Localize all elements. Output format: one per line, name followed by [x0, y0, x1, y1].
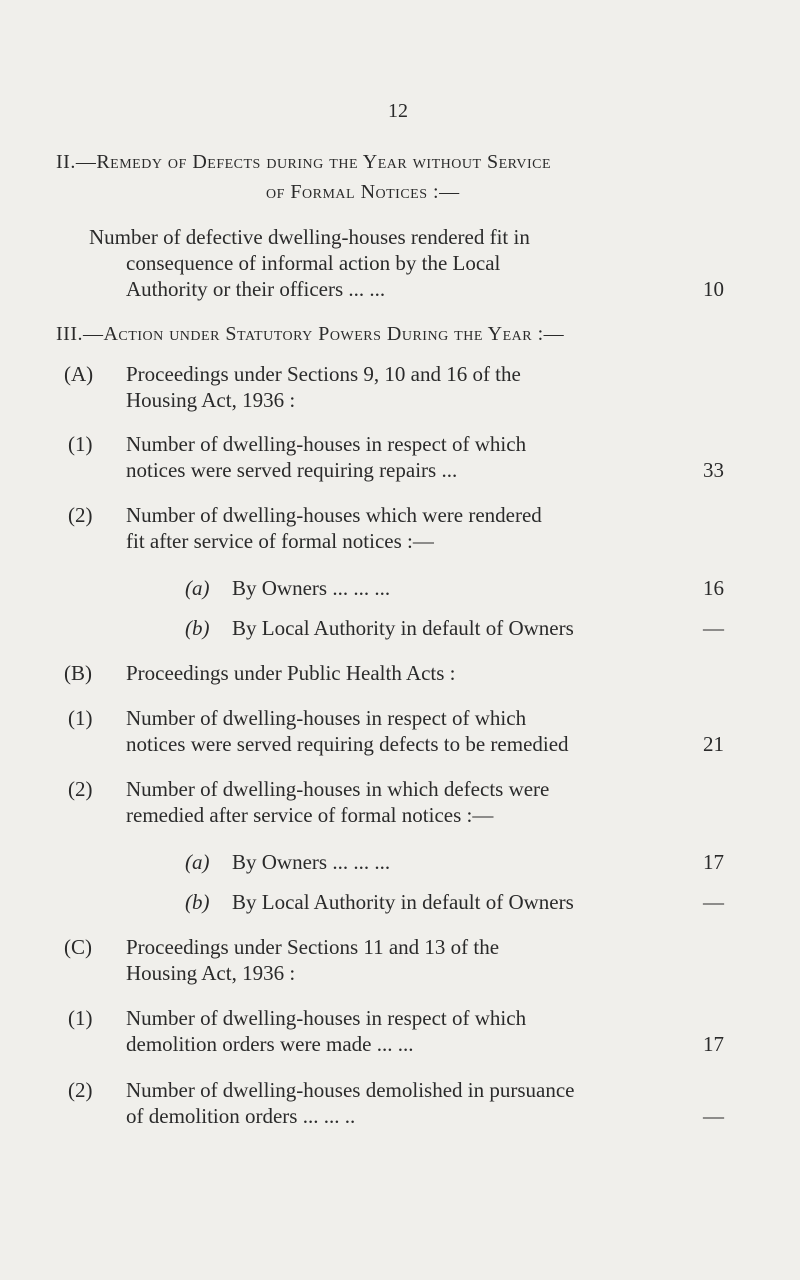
part-a-item2-a-label: (a): [185, 576, 210, 600]
part-b-item2-b-text: By Local Authority in default of Owners: [232, 890, 574, 914]
part-b-item2-line2: remedied after service of formal notices :—: [126, 803, 494, 827]
page-number: 12: [388, 100, 408, 122]
part-c-item1-line2: demolition orders were made ... ...: [126, 1032, 414, 1056]
section-2-heading: II.—Remedy of Defects during the Year without Service: [56, 151, 552, 173]
part-a-line2: Housing Act, 1936 :: [126, 388, 296, 412]
section-2-item-line2: consequence of informal action by the Local: [126, 251, 501, 275]
part-c-item2-value: —: [703, 1104, 724, 1128]
part-c-label: (C): [64, 935, 92, 959]
section-2-item-line1: Number of defective dwelling-houses rendered fit in: [89, 225, 530, 249]
section-2-heading-cont: of Formal Notices :—: [266, 181, 460, 203]
part-a-item2-b-label: (b): [185, 616, 210, 640]
part-b-item2-line1: Number of dwelling-houses in which defects were: [126, 777, 550, 801]
part-c-line1: Proceedings under Sections 11 and 13 of the: [126, 935, 500, 959]
part-c-item2-line2: of demolition orders ... ... ..: [126, 1104, 356, 1128]
part-b-line1: Proceedings under Public Health Acts :: [126, 661, 456, 685]
part-c-line2: Housing Act, 1936 :: [126, 961, 296, 985]
part-b-label: (B): [64, 661, 92, 685]
part-a-item2-line2: fit after service of formal notices :—: [126, 529, 434, 553]
part-b-item2-b-label: (b): [185, 890, 210, 914]
part-b-item2-label: (2): [68, 777, 93, 801]
part-c-item2-label: (2): [68, 1078, 93, 1102]
part-b-item2-b-value: —: [703, 890, 724, 914]
part-a-item2-b-value: —: [703, 616, 724, 640]
part-b-item2-a-value: 17: [703, 850, 724, 874]
part-a-line1: Proceedings under Sections 9, 10 and 16 of the: [126, 362, 521, 386]
part-a-label: (A): [64, 362, 94, 386]
part-b-item1-line2: notices were served requiring defects to be remedied: [126, 732, 569, 756]
part-c-item1-value: 17: [703, 1032, 724, 1056]
part-a-item1-label: (1): [68, 432, 93, 456]
part-a-item2-a-text: By Owners ... ... ...: [232, 576, 391, 600]
part-b-item1-value: 21: [703, 732, 724, 756]
part-a-item2-b-text: By Local Authority in default of Owners: [232, 616, 574, 640]
part-b-item1-label: (1): [68, 706, 93, 730]
part-b-item2-a-text: By Owners ... ... ...: [232, 850, 391, 874]
section-3-heading: III.—Action under Statutory Powers During the Year :—: [56, 323, 565, 345]
part-b-item2-a-label: (a): [185, 850, 210, 874]
part-c-item1-label: (1): [68, 1006, 93, 1030]
part-c-item1-line1: Number of dwelling-houses in respect of which: [126, 1006, 527, 1030]
part-b-item1-line1: Number of dwelling-houses in respect of which: [126, 706, 527, 730]
part-a-item1-line1: Number of dwelling-houses in respect of which: [126, 432, 527, 456]
part-a-item2-line1: Number of dwelling-houses which were rendered: [126, 503, 542, 527]
part-c-item2-line1: Number of dwelling-houses demolished in pursuance: [126, 1078, 575, 1102]
section-2-item-line3: Authority or their officers ... ...: [126, 277, 386, 301]
section-2-item-value: 10: [703, 277, 724, 301]
part-a-item2-a-value: 16: [703, 576, 724, 600]
part-a-item2-label: (2): [68, 503, 93, 527]
part-a-item1-value: 33: [703, 458, 724, 482]
part-a-item1-line2: notices were served requiring repairs ...: [126, 458, 458, 482]
